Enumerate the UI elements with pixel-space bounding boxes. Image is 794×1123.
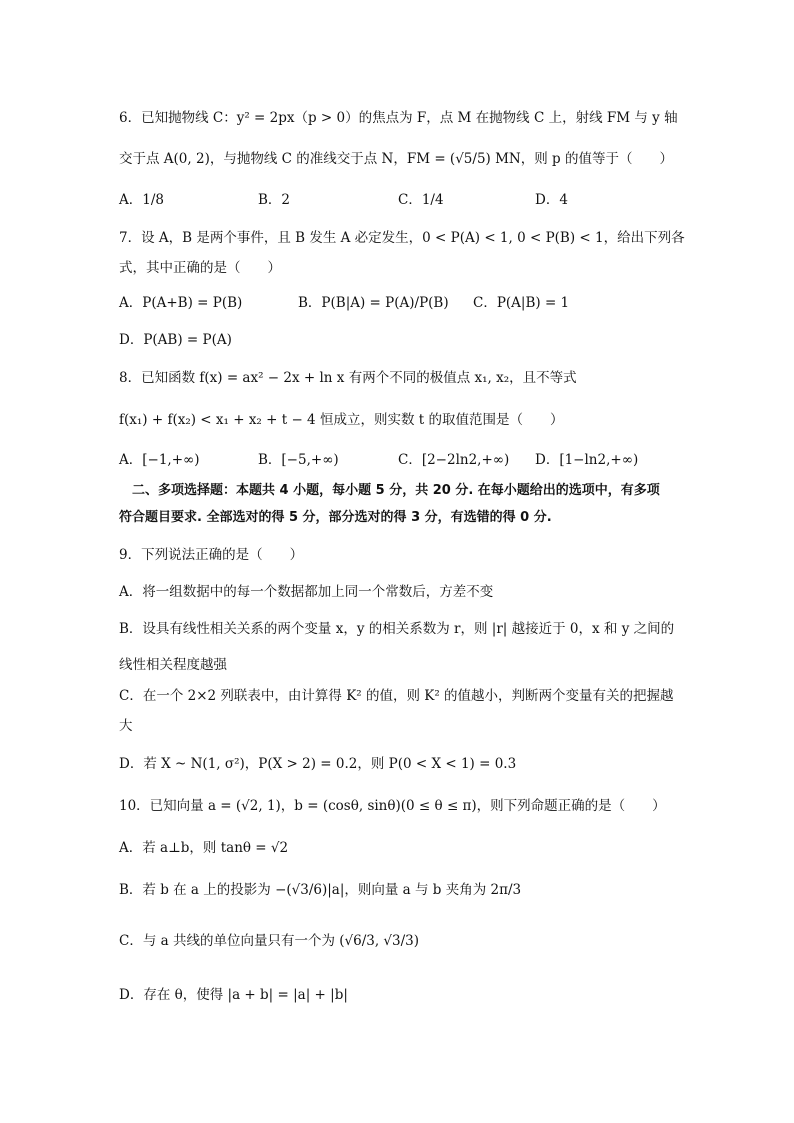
q8-option-b: B．[−5,+∞) [258,452,339,468]
q6-option-b: B．2 [258,192,291,208]
q7-line2: 式，其中正确的是（ ） [119,260,281,276]
q6-line2: 交于点 A(0, 2)，与抛物线 C 的准线交于点 N，FM = (√5/5) MN，则 p 的值等于（ ） [119,151,673,167]
q9-option-b-line2: 线性相关程度越强 [119,657,227,673]
q10-stem: 10．已知向量 a = (√2, 1)，b = (cosθ, sinθ)(0 ≤ θ ≤ π)，则下列命题正确的是（ ） [119,798,666,814]
section2-heading-line2: 符合题目要求. 全部选对的得 5 分，部分选对的得 3 分，有选错的得 0 分. [119,510,552,525]
q9-option-b-line1: B．设具有线性相关关系的两个变量 x，y 的相关系数为 r，则 |r| 越接近于 0，x 和 y 之间的 [119,621,675,637]
q6-line1: 6．已知抛物线 C：y² = 2px（p > 0）的焦点为 F，点 M 在抛物线 C 上，射线 FM 与 y 轴 [119,110,678,126]
q10-option-c: C．与 a 共线的单位向量只有一个为 (√6/3, √3/3) [119,933,420,949]
q9-stem: 9．下列说法正确的是（ ） [119,547,304,563]
q7-option-d: D．P(AB) = P(A) [119,332,232,348]
q8-option-a: A．[−1,+∞) [119,452,200,468]
q6-option-c: C．1/4 [398,192,444,208]
q7-option-b: B．P(B|A) = P(A)/P(B) [298,295,449,311]
q6-option-a: A．1/8 [119,192,164,208]
q7-line1: 7．设 A，B 是两个事件，且 B 发生 A 必定发生，0 < P(A) < 1, 0 < P(B) < 1，给出下列各 [119,230,685,246]
section2-heading-line1: 二、多项选择题：本题共 4 小题，每小题 5 分，共 20 分. 在每小题给出的选项中，有多项 [132,483,660,498]
q9-option-c-line1: C．在一个 2×2 列联表中，由计算得 K² 的值，则 K² 的值越小，判断两个变量有关的把握越 [119,688,674,704]
q10-option-d: D．存在 θ，使得 |a + b| = |a| + |b| [119,987,348,1003]
q8-option-d: D．[1−ln2,+∞) [535,452,639,468]
q6-option-d: D．4 [535,192,568,208]
q8-option-c: C．[2−2ln2,+∞) [398,452,510,468]
q8-line2: f(x₁) + f(x₂) < x₁ + x₂ + t − 4 恒成立，则实数 t 的取值范围是（ ） [119,412,564,428]
q9-option-d: D．若 X ~ N(1, σ²)，P(X > 2) = 0.2，则 P(0 < X < 1) = 0.3 [119,756,517,772]
q10-option-b: B．若 b 在 a 上的投影为 −(√3/6)|a|，则向量 a 与 b 夹角为 2π/3 [119,882,522,898]
q7-option-a: A．P(A+B) = P(B) [119,295,243,311]
q8-line1: 8．已知函数 f(x) = ax² − 2x + ln x 有两个不同的极值点 x₁, x₂，且不等式 [119,370,577,386]
q9-option-c-line2: 大 [119,718,133,734]
q7-option-c: C．P(A|B) = 1 [473,295,570,311]
q10-option-a: A．若 a⊥b，则 tanθ = √2 [119,840,289,856]
q9-option-a: A．将一组数据中的每一个数据都加上同一个常数后，方差不变 [119,584,494,600]
